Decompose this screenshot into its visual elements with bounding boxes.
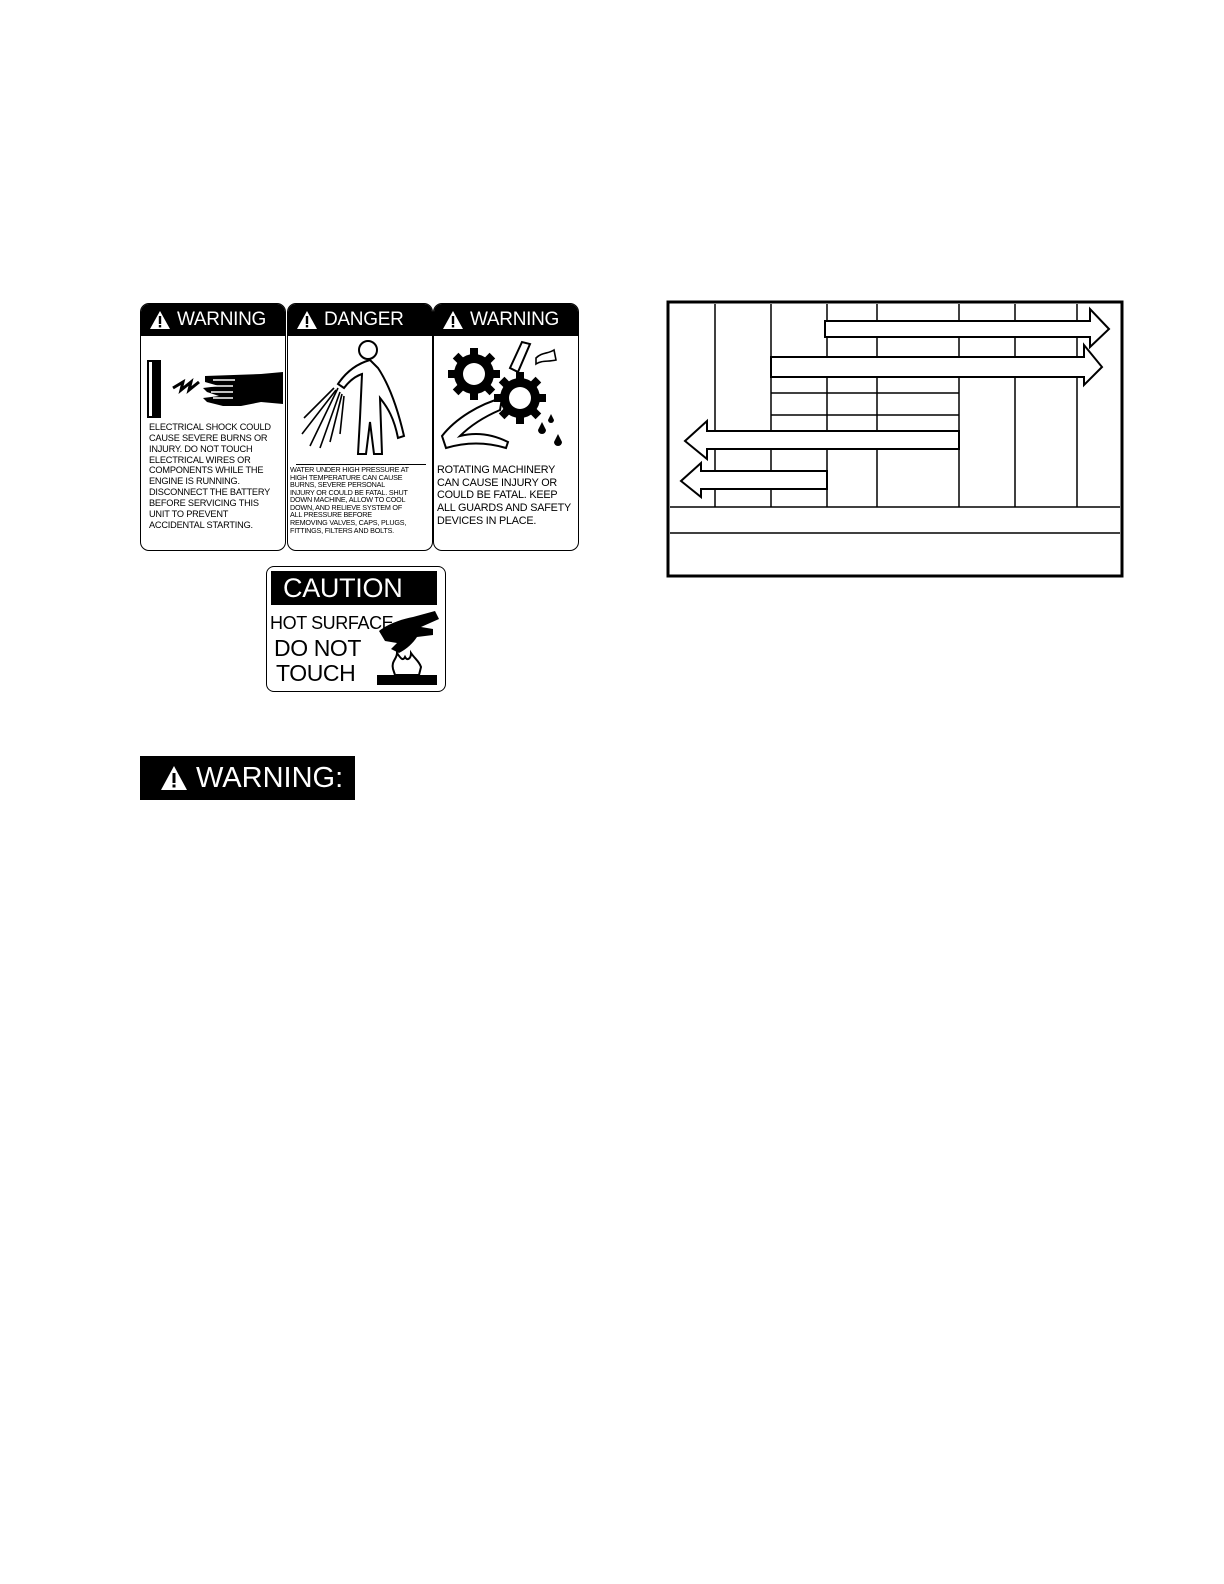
warning-triangle-icon bbox=[442, 310, 464, 330]
decal-header bbox=[288, 304, 432, 336]
electric-shock-hand-icon bbox=[143, 352, 285, 424]
decal-signal-word: DANGER bbox=[324, 309, 404, 330]
rotating-machinery-warning-decal bbox=[433, 303, 579, 551]
decal-header bbox=[141, 304, 285, 336]
hot-surface-caution-decal bbox=[266, 566, 446, 692]
decal-signal-word: WARNING bbox=[177, 309, 267, 330]
decal-header bbox=[434, 304, 578, 336]
decal-message: WATER UNDER HIGH PRESSURE AT HIGH TEMPERATURE CAN CAUSE BURNS, SEVERE PERSONAL INJURY OR COULD BE FATAL. SHUT DOWN MACHINE, ALLOW TO COOL DOWN, AND RELIEVE SYSTEM OF ALL PRESSURE BEFORE REMOVING VALVES, CAPS, PLUGS, FITTINGS, FILTERS AND BOLTS. bbox=[290, 465, 409, 535]
panel-layout-diagram bbox=[665, 299, 1125, 579]
warning-triangle-icon bbox=[160, 765, 188, 791]
decal-header bbox=[271, 571, 437, 605]
warning-triangle-icon bbox=[149, 310, 171, 330]
decal-signal-word: WARNING bbox=[470, 309, 560, 330]
warning-triangle-icon bbox=[296, 310, 318, 330]
rotating-gears-hand-icon bbox=[436, 338, 578, 460]
decal-signal-word: CAUTION bbox=[283, 572, 403, 603]
hot-surface-hand-flame-icon bbox=[373, 609, 443, 689]
decal-message: ELECTRICAL SHOCK COULD CAUSE SEVERE BURNS OR INJURY. DO NOT TOUCH ELECTRICAL WIRES OR COMPONENTS WHILE THE ENGINE IS RUNNING. DISCONNECT THE BATTERY BEFORE SERVICING THIS UNIT TO PREVENT ACCIDENTAL STARTING. bbox=[149, 422, 271, 530]
do-not-line: DO NOT bbox=[274, 635, 362, 661]
pressure-spray-person-icon bbox=[298, 338, 428, 458]
electrical-shock-warning-decal bbox=[140, 303, 286, 551]
warning-heading bbox=[140, 756, 355, 800]
high-pressure-danger-decal bbox=[287, 303, 433, 551]
touch-line: TOUCH bbox=[276, 660, 356, 686]
hot-surface-line: HOT SURFACE bbox=[270, 613, 394, 633]
decal-message: ROTATING MACHINERY CAN CAUSE INJURY OR COULD BE FATAL. KEEP ALL GUARDS AND SAFETY DEVICES IN PLACE. bbox=[437, 464, 571, 527]
warning-heading-label: WARNING: bbox=[196, 761, 344, 794]
